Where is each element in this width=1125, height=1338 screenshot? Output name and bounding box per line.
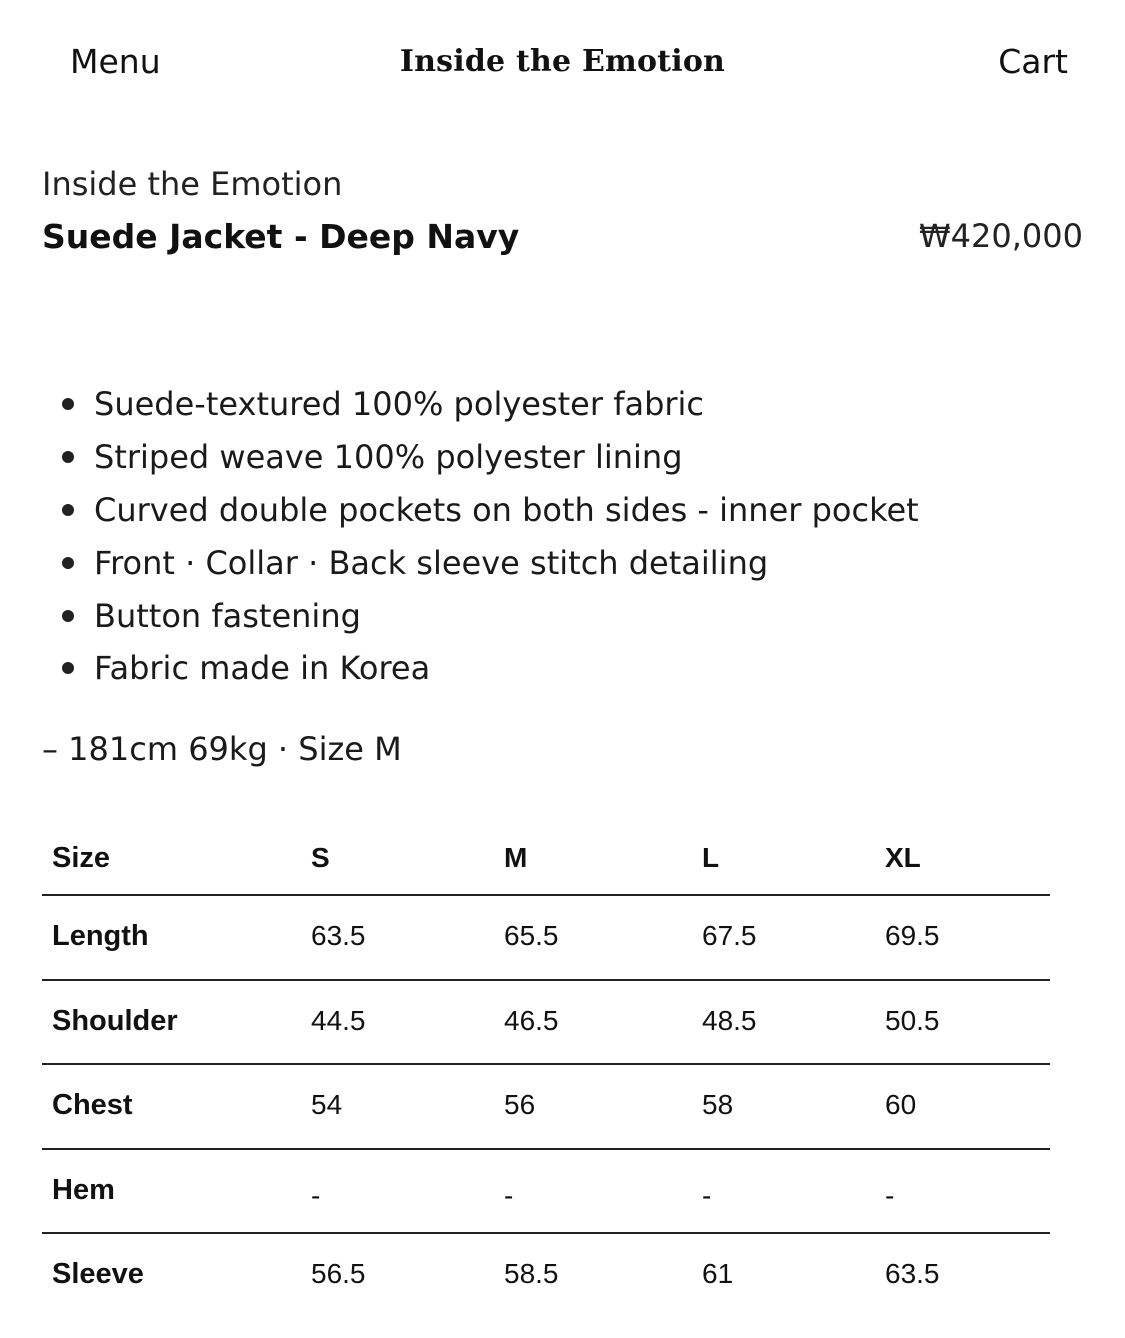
brand-logo[interactable]: Inside the Emotion [399, 44, 726, 79]
table-cell: 48.5 [702, 1004, 757, 1036]
row-label: Chest [52, 1089, 133, 1121]
size-table-header [42, 818, 1050, 896]
row-label: Sleeve [52, 1258, 144, 1290]
table-cell: - [702, 1179, 712, 1211]
bullet-icon [62, 504, 74, 516]
table-cell: 46.5 [504, 1004, 559, 1036]
table-cell: - [885, 1179, 895, 1211]
model-info: – 181cm 69kg · Size M [42, 730, 402, 768]
table-cell: 65.5 [504, 920, 559, 951]
feature-item [60, 484, 919, 537]
bullet-icon [62, 451, 74, 463]
table-cell: 69.5 [885, 920, 940, 951]
table-cell: - [504, 1179, 514, 1211]
header-cell-l: L [702, 842, 720, 873]
feature-text: Button fastening [94, 596, 361, 635]
table-cell: 61 [702, 1258, 734, 1289]
table-cell: 63.5 [311, 920, 366, 951]
header-cell-xl: XL [885, 842, 921, 873]
row-label: Length [52, 920, 149, 952]
table-cell: 58.5 [504, 1258, 559, 1289]
feature-item [60, 589, 919, 642]
product-price: ₩420,000 [919, 217, 1083, 255]
feature-text: Striped weave 100% polyester lining [94, 438, 683, 477]
table-row-sleeve [42, 1234, 1050, 1319]
size-table [42, 818, 1050, 1319]
feature-text: Fabric made in Korea [94, 649, 431, 688]
table-cell: 54 [311, 1089, 343, 1120]
table-cell: - [311, 1179, 321, 1211]
table-row-hem [42, 1150, 1050, 1235]
feature-item [60, 536, 919, 589]
bullet-icon [62, 610, 74, 622]
feature-item [60, 431, 919, 484]
table-cell: 60 [885, 1089, 917, 1120]
header-cell-s: S [311, 842, 330, 873]
bullet-icon [62, 398, 74, 410]
table-cell: 56.5 [311, 1258, 366, 1289]
product-title: Suede Jacket - Deep Navy [42, 217, 520, 256]
menu-button[interactable]: Menu [70, 42, 161, 81]
feature-text: Curved double pockets on both sides - inner pocket [94, 490, 919, 529]
header-cell-m: M [504, 842, 528, 873]
row-label: Hem [52, 1173, 115, 1206]
table-cell: 63.5 [885, 1258, 940, 1289]
table-row-chest [42, 1065, 1050, 1150]
row-label: Shoulder [52, 1004, 178, 1037]
cart-button[interactable]: Cart [998, 42, 1068, 81]
table-cell: 56 [504, 1089, 536, 1120]
table-cell: 58 [702, 1089, 734, 1120]
table-cell: 44.5 [311, 1004, 366, 1036]
table-row-shoulder [42, 981, 1050, 1066]
feature-list [60, 378, 919, 695]
feature-text: Front · Collar · Back sleeve stitch detailing [94, 543, 769, 582]
header-cell-size: Size [52, 842, 111, 874]
feature-item [60, 642, 919, 695]
table-cell: 67.5 [702, 920, 757, 951]
feature-item [60, 378, 919, 431]
table-cell: 50.5 [885, 1004, 940, 1036]
product-brand: Inside the Emotion [42, 165, 343, 203]
feature-text: Suede-textured 100% polyester fabric [94, 385, 705, 424]
bullet-icon [62, 662, 74, 674]
bullet-icon [62, 557, 74, 569]
table-row-length [42, 896, 1050, 981]
